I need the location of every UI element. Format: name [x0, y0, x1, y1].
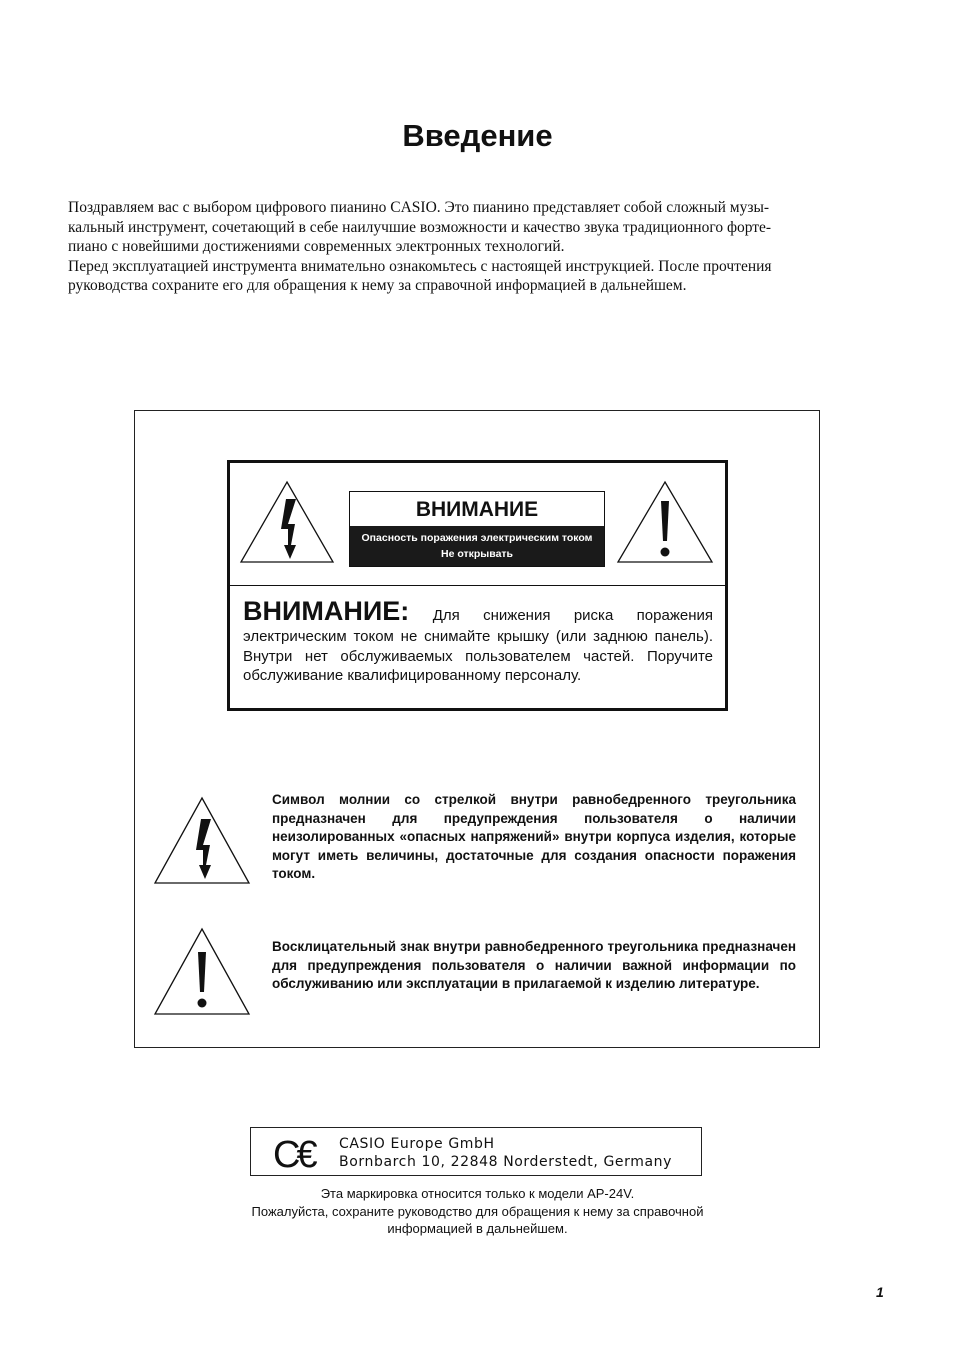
page-title: Введение	[402, 118, 553, 153]
note-line: информацией в дальнейшем.	[387, 1221, 568, 1236]
note-line: Эта маркировка относится только к модели AP-24V.	[320, 1186, 635, 1201]
exclamation-triangle-icon	[152, 926, 252, 1018]
intro-line: руководства сохраните его для обращения к нему за справочной информацией в дальнейшем.	[68, 277, 687, 294]
company: CASIO Europe GmbH	[339, 1136, 495, 1152]
warning-lead: ВНИМАНИЕ:	[243, 596, 410, 626]
intro-line: Поздравляем вас с выбором цифрового пианино CASIO. Это пианино представляет собой сложный музы-	[68, 199, 770, 216]
badge-subtext	[350, 526, 604, 566]
badge-line: Опасность поражения электрическим током	[361, 532, 593, 544]
warning-label	[227, 460, 728, 711]
exclamation-triangle-icon	[615, 479, 715, 565]
warning-badge	[349, 491, 605, 567]
exclamation-description: Восклицательный знак внутри равнобедренного треугольника предназначен для предупреждения пользователя о наличии важной информации по обслуживанию или эксплуатации в прилагаемой к изделию литературе.	[272, 939, 796, 991]
divider	[230, 585, 725, 586]
note-line: Пожалуйста, сохраните руководство для обращения к нему за справочной	[251, 1203, 704, 1219]
ce-box	[250, 1127, 702, 1176]
badge-line: Не открывать	[440, 548, 514, 560]
badge-heading: ВНИМАНИЕ	[415, 498, 539, 521]
ce-address	[339, 1135, 672, 1171]
lightning-triangle-icon	[152, 795, 252, 887]
intro-line: Перед эксплуатацией инструмента внимательно ознакомьтесь с настоящей инструкцией. После прочтения	[68, 257, 772, 275]
intro-paragraph	[68, 198, 888, 296]
lightning-triangle-icon	[238, 479, 336, 565]
ce-mark-icon: C€	[273, 1134, 314, 1176]
intro-line: кальный инструмент, сочетающий в себе наилучшие возможности и качество звука традиционного форте-	[68, 218, 772, 236]
warning-body: Для снижения риска поражения электрическим током не снимайте крышку (или заднюю панель). Внутри нет обслуживаемых пользователем частей. Поручите обслуживание квалифицированному персоналу.	[243, 607, 713, 684]
page-number: 1	[876, 1284, 884, 1300]
warning-text	[243, 596, 713, 686]
lightning-description: Символ молнии со стрелкой внутри равнобедренного треугольника предназначен для предупреждения пользователя о наличии неизолированных «опасных напряжений» внутри корпуса изделия, которые могут иметь величины, достаточные для создания опасности поражения током.	[272, 792, 796, 881]
intro-line: пиано с новейшими достижениями современных электронных технологий.	[68, 238, 565, 255]
address: Bornbarch 10, 22848 Norderstedt, Germany	[339, 1154, 673, 1170]
ce-note	[0, 1185, 955, 1238]
